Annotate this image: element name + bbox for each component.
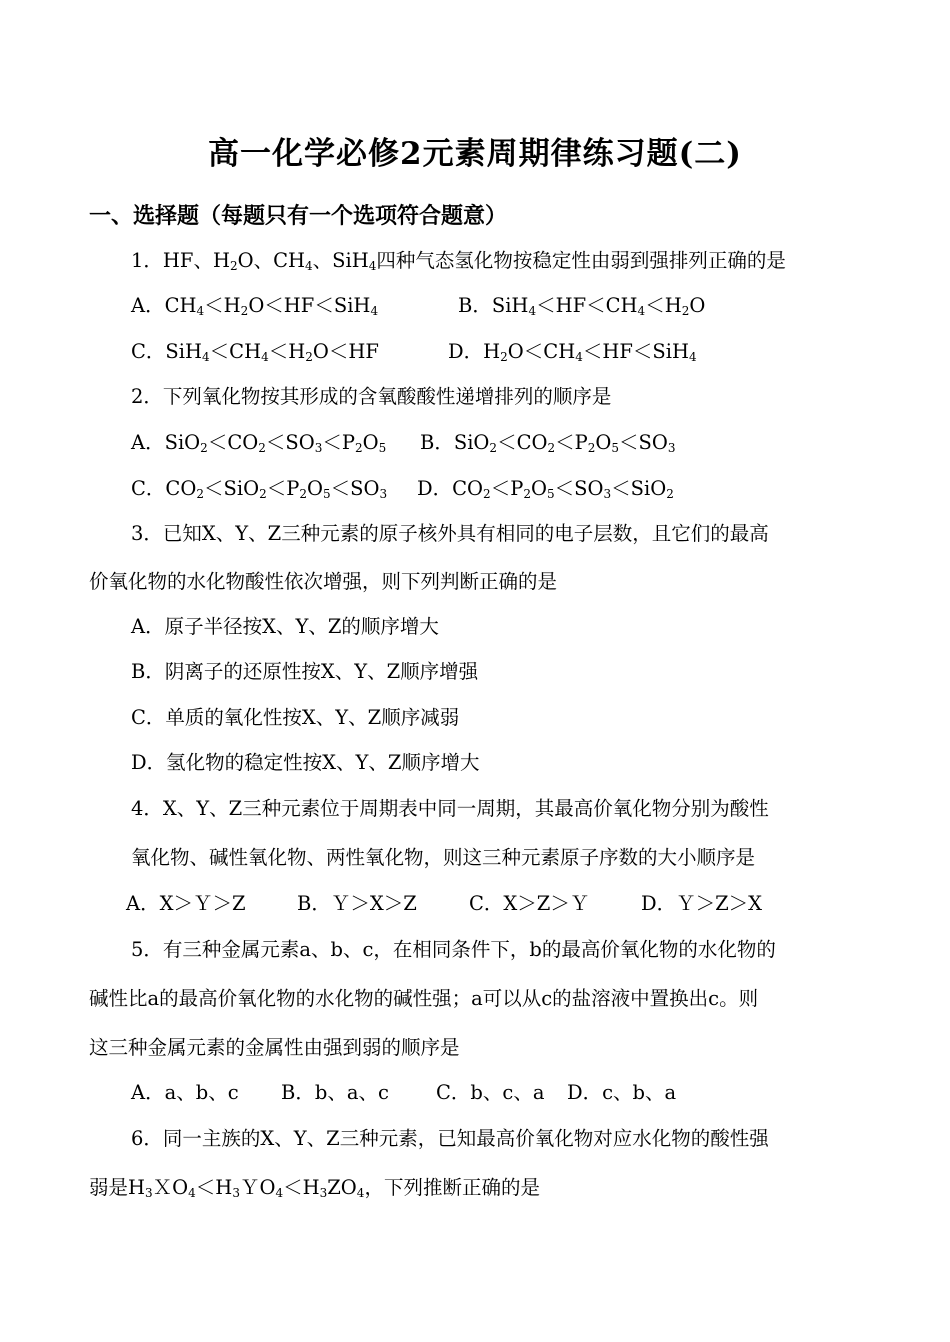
- question-1-option-a: A．$CH_4<H_2O<HF<SiH_4$: [131, 294, 379, 318]
- question-4-stem-line-2: 氧化物、碱性氧化物、两性氧化物，则这三种元素原子序数的大小顺序是: [131, 846, 756, 869]
- question-5-stem-line-2: 碱性比a的最高价氧化物的水化物的碱性强；a可以从c的盐溶液中置换出c。则: [89, 987, 759, 1010]
- question-3-option-b: B．阴离子的还原性按X、Y、Z顺序增强: [131, 660, 479, 683]
- section-heading: 一、选择题（每题只有一个选项符合题意）: [89, 203, 508, 229]
- question-1-option-d: D．$H_2O<CH_4<HF<SiH_4$: [448, 340, 697, 364]
- question-5-option-b: B．b、a、c: [281, 1081, 389, 1104]
- question-3-option-d: D．氢化物的稳定性按X、Y、Z顺序增大: [131, 751, 480, 774]
- question-3-stem-line-1: 3．已知X、Y、Z三种元素的原子核外具有相同的电子层数，且它们的最高: [131, 522, 769, 545]
- question-5-option-d: D．c、b、a: [567, 1081, 677, 1104]
- document-title: 高一化学必修2元素周期律练习题(二): [208, 136, 742, 172]
- question-3-option-c: C．单质的氧化性按X、Y、Z顺序减弱: [131, 706, 460, 729]
- question-2-option-d: D．$CO_2<P_2O_5<SO_3<SiO_2$: [417, 477, 674, 501]
- question-4-option-a: A．X＞Ｙ＞Z: [126, 892, 246, 915]
- question-5-option-a: A．a、b、c: [131, 1081, 239, 1104]
- question-4-option-b: B．Ｙ＞X＞Z: [297, 892, 417, 915]
- question-1-option-b: B．$SiH_4<HF<CH_4<H_2O$: [458, 294, 706, 318]
- question-3-option-a: A．原子半径按X、Y、Z的顺序增大: [131, 615, 439, 638]
- question-2-option-a: A．$SiO_2<CO_2<SO_3<P_2O_5$: [131, 431, 387, 455]
- question-2-stem: 2．下列氧化物按其形成的含氧酸酸性递增排列的顺序是: [131, 385, 612, 408]
- question-1-option-c: C．$SiH_4<CH_4<H_2O<HF$: [131, 340, 379, 364]
- question-5-stem-line-3: 这三种金属元素的金属性由强到弱的顺序是: [89, 1036, 460, 1059]
- question-5-option-c: C．b、c、a: [436, 1081, 545, 1104]
- question-2-option-b: B．$SiO_2<CO_2<P_2O_5<SO_3$: [420, 431, 676, 455]
- question-4-option-d: D．Ｙ＞Z＞X: [641, 892, 763, 915]
- question-4-option-c: C．X＞Z＞Ｙ: [469, 892, 590, 915]
- question-4-stem-line-1: 4．X、Y、Z三种元素位于周期表中同一周期，其最高价氧化物分别为酸性: [131, 797, 769, 820]
- question-2-option-c: C．$CO_2<SiO_2<P_2O_5<SO_3$: [131, 477, 388, 501]
- question-6-stem-line-1: 6．同一主族的X、Y、Z三种元素，已知最高价氧化物对应水化物的酸性强: [131, 1127, 769, 1150]
- question-6-stem-line-2: 弱是$H_3XO_4<H_3YO_4<H_3ZO_4$，下列推断正确的是: [89, 1176, 540, 1200]
- question-5-stem-line-1: 5．有三种金属元素a、b、c，在相同条件下，b的最高价氧化物的水化物的: [131, 938, 776, 961]
- question-3-stem-line-2: 价氧化物的水化物酸性依次增强，则下列判断正确的是: [89, 570, 558, 593]
- question-1-stem: 1．HF、$H_2O$、$CH_4$、SiH$_4$四种气态氢化物按稳定性由弱到强排列正确的是: [131, 249, 786, 273]
